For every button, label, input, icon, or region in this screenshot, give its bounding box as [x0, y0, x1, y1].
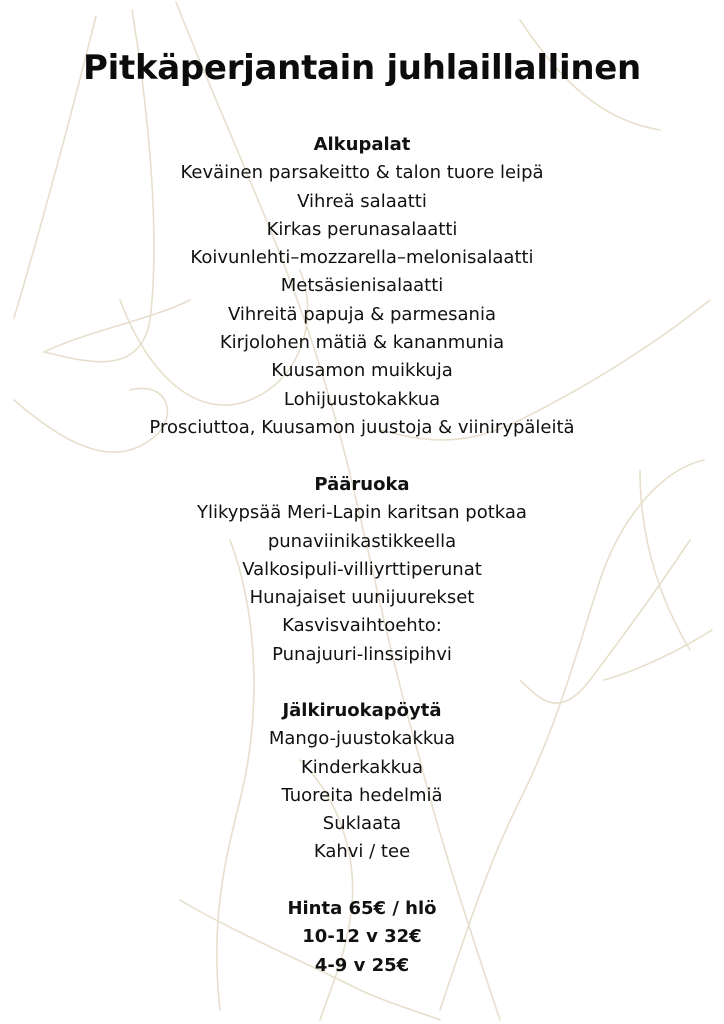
- menu-item: punaviinikastikkeella: [267, 530, 457, 552]
- price-child-10-12: 10-12 v 32€: [302, 926, 422, 948]
- menu-item: Suklaata: [322, 813, 402, 835]
- menu-item: Keväinen parsakeitto & talon tuore leipä: [180, 162, 544, 184]
- menu-item: Kinderkakkua: [301, 756, 423, 778]
- menu-item: Vihreitä papuja & parmesania: [227, 303, 496, 325]
- menu-item: Mango-juustokakkua: [268, 728, 456, 750]
- menu-item: Kirkas perunasalaatti: [266, 218, 458, 240]
- section-paaruoka: [0, 471, 724, 669]
- section-alkupalat: [0, 131, 724, 442]
- menu-item: Ylikypsää Meri-Lapin karitsan potkaa: [197, 502, 527, 524]
- section-heading: Alkupalat: [313, 134, 411, 155]
- page-title: Pitkäperjantain juhlaillallinen: [83, 48, 641, 88]
- menu-item: Kirjolohen mätiä & kananmunia: [219, 332, 505, 354]
- section-jalkiruokapoyta: [0, 697, 724, 867]
- menu-item: Prosciuttoa, Kuusamon juustoja & viinirypäleitä: [149, 416, 575, 438]
- menu-item: Metsäsienisalaatti: [280, 275, 444, 297]
- menu-item: Punajuuri-linssipihvi: [272, 643, 452, 665]
- menu-item: Tuoreita hedelmiä: [281, 784, 443, 806]
- menu-item: Koivunlehti–mozzarella–melonisalaatti: [190, 247, 534, 269]
- menu-item: Lohijuustokakkua: [283, 388, 441, 410]
- section-heading: Pääruoka: [314, 474, 410, 495]
- menu-item: Vihreä salaatti: [297, 190, 427, 212]
- menu-item: Kahvi / tee: [313, 841, 411, 863]
- menu-item: Kasvisvaihtoehto:: [282, 615, 442, 637]
- section-heading: Jälkiruokapöytä: [282, 700, 442, 721]
- menu-item: Hunajaiset uunijuurekset: [249, 587, 475, 609]
- menu-item: Kuusamon muikkuja: [271, 360, 453, 382]
- price-child-4-9: 4-9 v 25€: [314, 954, 410, 976]
- price-block: [0, 895, 724, 980]
- menu-item: Valkosipuli-villiyrttiperunat: [242, 558, 482, 580]
- price-adult: Hinta 65€ / hlö: [287, 898, 437, 919]
